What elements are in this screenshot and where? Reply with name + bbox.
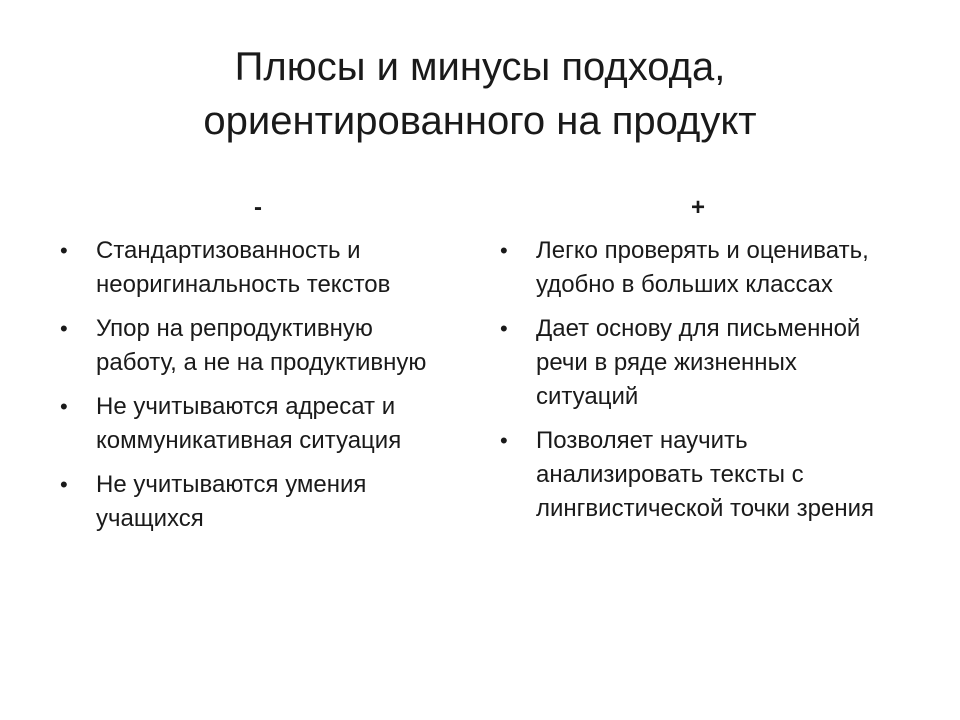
list-item-text: Упор на репродуктивную работу, а не на продуктивную: [96, 315, 427, 376]
list-item-text: Легко проверять и оценивать, удобно в больших классах: [536, 237, 869, 298]
list-item-text: Дает основу для письменной речи в ряде жизненных ситуаций: [536, 315, 861, 410]
bullet-icon: •: [60, 394, 68, 419]
bullet-icon: •: [500, 428, 508, 453]
pros-heading: +: [690, 194, 705, 221]
list-item: [498, 234, 898, 302]
list-item: [58, 390, 458, 458]
list-item-text: Не учитываются умения учащихся: [96, 471, 367, 532]
cons-column: [58, 188, 458, 546]
list-item: [58, 468, 458, 536]
bullet-icon: •: [500, 238, 508, 263]
list-item-text: Стандартизованность и неоригинальность текстов: [96, 237, 391, 298]
list-item: [58, 234, 458, 302]
cons-heading: -: [254, 194, 262, 221]
pros-column: [498, 188, 898, 536]
bullet-icon: •: [60, 238, 68, 263]
title-line-2: ориентированного на продукт: [203, 99, 757, 143]
title-line-1: Плюсы и минусы подхода,: [234, 45, 726, 89]
slide-title: [60, 40, 900, 148]
list-item-text: Позволяет научить анализировать тексты с лингвистической точки зрения: [536, 427, 874, 522]
bullet-icon: •: [60, 472, 68, 497]
bullet-icon: •: [60, 316, 68, 341]
cons-list: [58, 234, 458, 536]
list-item: [498, 424, 898, 526]
list-item: [58, 312, 458, 380]
pros-list: [498, 234, 898, 526]
bullet-icon: •: [500, 316, 508, 341]
list-item-text: Не учитываются адресат и коммуникативная ситуация: [96, 393, 402, 454]
list-item: [498, 312, 898, 414]
